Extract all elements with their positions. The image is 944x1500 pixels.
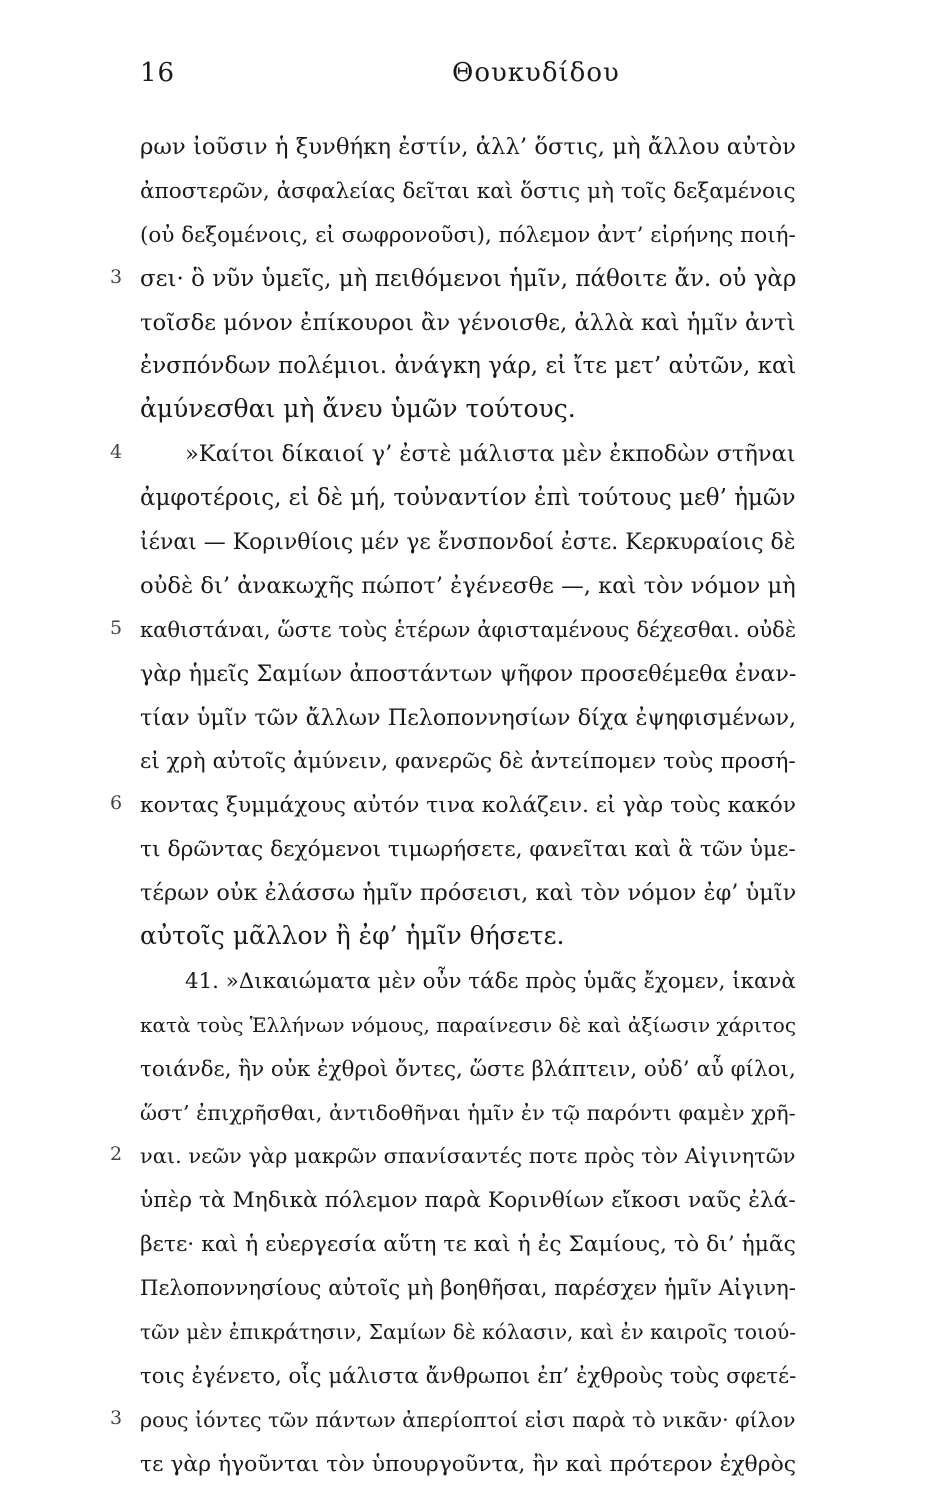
line-text: τίαν ὑμῖν τῶν ἄλλων Πελοποννησίων δίχα ἐψηφισμένων, [140, 704, 797, 731]
section-number: 3 [110, 265, 123, 288]
text-line [140, 168, 796, 212]
line-text: Πελοποννησίους αὐτοῖς μὴ βοηθῆσαι, παρέσχεν ἡμῖν Αἰγινη- [140, 1276, 796, 1302]
text-line [140, 387, 796, 431]
text-line [110, 782, 796, 826]
text-line [140, 826, 796, 870]
line-text: ρους ἰόντες τῶν πάντων ἀπερίοπτοί εἰσι παρὰ τὸ νικᾶν· φίλον [140, 1407, 796, 1432]
line-text: οὐδὲ δι’ ἀνακωχῆς πώποτ’ ἐγένεσθε —, καὶ τὸν νόμον μὴ [140, 572, 796, 599]
section-number: 4 [110, 441, 123, 464]
line-text: τοῖσδε μόνον ἐπίκουροι ἂν γένοισθε, ἀλλὰ καὶ ἡμῖν ἀντὶ [140, 309, 796, 336]
text-line [140, 1309, 796, 1353]
line-text: τε γὰρ ἡγοῦνται τὸν ὑπουργοῦντα, ἢν καὶ πρότερον ἐχθρὸς [140, 1451, 796, 1477]
line-text: τῶν μὲν ἐπικράτησιν, Σαμίων δὲ κόλασιν, καὶ ἐν καιροῖς τοιού- [140, 1320, 797, 1345]
line-text: καθιστάναι, ὥστε τοὺς ἑτέρων ἀφισταμένους δέχεσθαι. οὐδὲ [140, 616, 797, 642]
text-line [140, 1177, 796, 1221]
line-text: κατὰ τοὺς Ἑλλήνων νόμους, παραίνεσιν δὲ καὶ ἀξίωσιν χάριτος [140, 1012, 797, 1037]
text-line [140, 870, 796, 914]
line-text: ἰέναι — Κορινθίοις μέν γε ἔνσπονδοί ἐστε. Κερκυραίοις δὲ [140, 530, 796, 556]
line-text: ρων ἰοῦσιν ἡ ξυνθήκη ἐστίν, ἀλλ’ ὅστις, μὴ ἄλλου αὐτὸν [140, 134, 797, 160]
line-text: σει· ὃ νῦν ὑμεῖς, μὴ πειθόμενοι ἡμῖν, πάθοιτε ἄν. οὐ γὰρ [140, 265, 797, 292]
line-text: 41. »Δικαιώματα μὲν οὖν τάδε πρὸς ὑμᾶς ἔχομεν, ἱκανὰ [185, 968, 796, 994]
text-line [140, 519, 796, 563]
text-line [140, 475, 796, 519]
line-text: ὥστ’ ἐπιχρῆσθαι, ἀντιδοθῆναι ἡμῖν ἐν τῷ παρόντι φαμὲν χρῆ- [140, 1100, 796, 1125]
text-line [140, 1002, 796, 1046]
text-line [140, 1353, 796, 1397]
text-line [140, 1441, 796, 1485]
line-text: τοιάνδε, ἣν οὐκ ἐχθροὶ ὄντες, ὥστε βλάπτειν, οὐδ’ αὖ φίλοι, [140, 1056, 796, 1082]
line-text: τοις ἐγένετο, οἷς μάλιστα ἄνθρωποι ἐπ’ ἐχθροὺς τοὺς σφετέ- [140, 1363, 797, 1389]
text-line [110, 1133, 796, 1177]
line-text: τι δρῶντας δεχόμενοι τιμωρήσετε, φανεῖται καὶ ἃ τῶν ὑμε- [140, 837, 796, 863]
line-text: ἀμύνεσθαι μὴ ἄνευ ὑμῶν τούτους. [140, 394, 576, 424]
line-text: βετε· καὶ ἡ εὐεργεσία αὕτη τε καὶ ἡ ἐς Σαμίους, τὸ δι’ ἡμᾶς [140, 1232, 796, 1258]
section-number: 3 [110, 1406, 123, 1429]
text-line [140, 958, 796, 1002]
page-number: 16 [140, 58, 176, 88]
text-line [140, 651, 796, 695]
line-text: »Καίτοι δίκαιοί γ’ ἐστὲ μάλιστα μὲν ἐκποδὼν στῆναι [185, 441, 796, 468]
section-number: 5 [110, 616, 123, 639]
line-text: τέρων οὐκ ἐλάσσω ἡμῖν πρόσεισι, καὶ τὸν νόμον ἐφ’ ὑμῖν [140, 880, 797, 907]
line-text: (οὐ δεξομένοις, εἰ σωφρονοῦσι), πόλεμον ἀντ’ εἰρήνης ποιή- [140, 222, 796, 248]
text-line [140, 1090, 796, 1134]
text-line [110, 607, 797, 651]
text-line [140, 1046, 796, 1090]
text-line [140, 124, 796, 168]
running-head: Θουκυδίδου [452, 58, 620, 88]
line-text: ναι. νεῶν γὰρ μακρῶν σπανίσαντές ποτε πρὸς τὸν Αἰγινητῶν [140, 1144, 796, 1169]
section-number: 2 [110, 1143, 123, 1166]
body-text [110, 124, 797, 1485]
line-text: ἀμφοτέροις, εἰ δὲ μή, τοὐναντίον ἐπὶ τούτους μεθ’ ἡμῶν [140, 485, 796, 512]
line-text: αὐτοῖς μᾶλλον ἢ ἐφ’ ἡμῖν θήσετε. [140, 921, 565, 951]
line-text: ἐνσπόνδων πολέμιοι. ἀνάγκη γάρ, εἰ ἴτε μετ’ αὐτῶν, καὶ [140, 353, 797, 380]
line-text: κοντας ξυμμάχους αὐτόν τινα κολάζειν. εἰ γὰρ τοὺς κακόν [140, 793, 796, 819]
line-text: γὰρ ἡμεῖς Σαμίων ἀποστάντων ψῆφον προσεθέμεθα ἐναν- [140, 660, 797, 687]
section-number: 6 [110, 792, 123, 815]
text-line [140, 563, 796, 607]
line-text: εἰ χρὴ αὐτοῖς ἀμύνειν, φανερῶς δὲ ἀντείπομεν τοὺς προσή- [140, 749, 796, 775]
text-line [140, 695, 796, 739]
text-line [110, 1397, 796, 1441]
text-line [140, 1265, 796, 1309]
text-line [110, 431, 796, 475]
text-line [140, 914, 796, 958]
text-line [140, 1221, 796, 1265]
text-line [140, 738, 796, 782]
line-text: ἀποστερῶν, ἀσφαλείας δεῖται καὶ ὅστις μὴ τοῖς δεξαμένοις [140, 178, 796, 204]
text-line [140, 300, 796, 344]
text-line [110, 256, 797, 300]
line-text: ὑπὲρ τὰ Μηδικὰ πόλεμον παρὰ Κορινθίων εἴκοσι ναῦς ἐλά- [140, 1188, 796, 1214]
text-line [140, 343, 796, 387]
text-line [140, 212, 796, 256]
